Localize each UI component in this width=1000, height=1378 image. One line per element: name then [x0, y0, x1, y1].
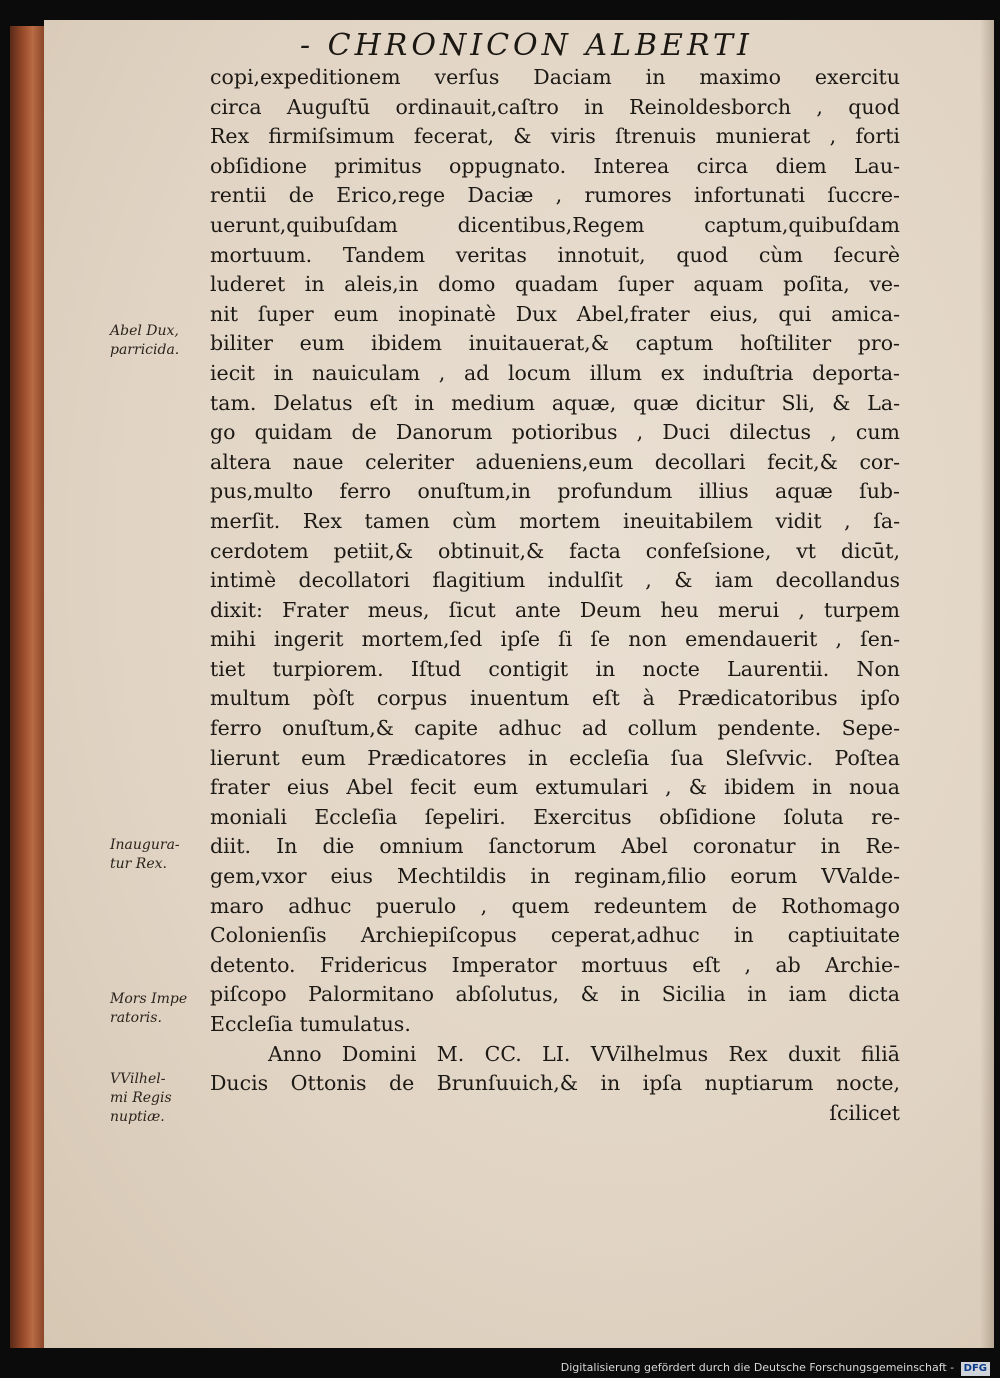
text-line: Colonienſis Archiepiſcopus ceperat,adhuc in captiuitate: [210, 923, 900, 948]
running-header: - CHRONICON ALBERTI: [300, 28, 753, 63]
footer-text: Digitalisierung gefördert durch die Deutsche Forschungsgemeinschaft -: [560, 1361, 955, 1374]
book-spine: [10, 26, 48, 1348]
text-line: gem,vxor eius Mechtildis in reginam,filio eorum VValde-: [210, 864, 900, 889]
margin-note-line: parricida.: [110, 342, 180, 358]
text-line: rentii de Erico,rege Daciæ , rumores infortunati ſuccre-: [210, 183, 900, 208]
text-line: intimè decollatori flagitium indulſit , & iam decollandus: [210, 568, 900, 593]
margin-note-line: mi Regis: [110, 1090, 172, 1106]
dfg-logo: DFG: [961, 1362, 990, 1376]
text-line: dixit: Frater meus, ſicut ante Deum heu merui , turpem: [210, 597, 900, 622]
text-line: altera naue celeriter adueniens,eum decollari fecit,& cor-: [210, 449, 900, 474]
text-line: lierunt eum Prædicatores in eccleſia ſua Sleſvvic. Poſtea: [210, 745, 900, 770]
text-line: Eccleſia tumulatus.: [210, 1012, 411, 1036]
text-line: diit. In die omnium ſanctorum Abel coronatur in Re-: [210, 834, 900, 859]
text-line: cerdotem petiit,& obtinuit,& facta confeſsione, vt dicūt,: [210, 538, 900, 563]
text-line: circa Auguſtū ordinauit,caſtro in Reinoldesborch , quod: [210, 94, 900, 119]
page-edge-shadow: [980, 20, 994, 1348]
text-line: piſcopo Palormitano abſolutus, & in Sicilia in iam dicta: [210, 982, 900, 1007]
margin-note-line: Inaugura-: [110, 837, 180, 853]
text-line: go quidam de Danorum potioribus , Duci dilectus , cum: [210, 420, 900, 445]
text-line: detento. Fridericus Imperator mortuus eſt , ab Archie-: [210, 952, 900, 977]
text-line: obſidione primitus oppugnato. Interea circa diem Lau-: [210, 153, 900, 178]
margin-note-inauguratur: [110, 836, 220, 874]
text-line: nit ſuper eum inopinatè Dux Abel,frater eius, qui amica-: [210, 301, 900, 326]
text-line: Anno Domini M. CC. LI. VVilhelmus Rex duxit filiā: [268, 1041, 900, 1066]
digitization-footer: [0, 1358, 1000, 1378]
text-line: tiet turpiorem. Iſtud contigit in nocte Laurentii. Non: [210, 656, 900, 681]
text-line: mortuum. Tandem veritas innotuit, quod cùm ſecurè: [210, 242, 900, 267]
text-line: multum pòſt corpus inuentum eſt à Prædicatoribus ipſo: [210, 686, 900, 711]
text-line: frater eius Abel fecit eum extumulari , & ibidem in noua: [210, 775, 900, 800]
text-line: biliter eum ibidem inuitauerat,& captum hoſtiliter pro-: [210, 331, 900, 356]
text-line: uerunt,quibuſdam dicentibus,Regem captum,quibuſdam: [210, 212, 900, 237]
text-line: ferro onuſtum,& capite adhuc ad collum pendente. Sepe-: [210, 716, 900, 741]
margin-note-line: tur Rex.: [110, 856, 167, 872]
margin-note-vvilhelmi: [110, 1070, 220, 1127]
margin-note-mors-imperatoris: [110, 990, 220, 1028]
margin-note-line: nuptiæ.: [110, 1109, 165, 1125]
text-line: mihi ingerit mortem,ſed ipſe ſi ſe non emendauerit , ſen-: [210, 627, 900, 652]
text-line: luderet in aleis,in domo quadam ſuper aquam poſita, ve-: [210, 272, 900, 297]
margin-note-line: Abel Dux,: [110, 323, 179, 339]
text-line: tam. Delatus eſt in medium aquæ, quæ dicitur Sli, & La-: [210, 390, 900, 415]
text-line: maro adhuc puerulo , quem redeuntem de Rothomago: [210, 893, 900, 918]
margin-note-abel: [110, 322, 220, 360]
text-line: moniali Eccleſia ſepeliri. Exercitus obſidione ſoluta re-: [210, 804, 900, 829]
catchword: ſcilicet: [829, 1100, 900, 1125]
margin-note-line: Mors Impe: [110, 991, 188, 1007]
text-line: iecit in nauiculam , ad locum illum ex induſtria deporta-: [210, 360, 900, 385]
main-text-block: [210, 63, 900, 1128]
text-line: merſit. Rex tamen cùm mortem ineuitabilem vidit , ſa-: [210, 508, 900, 533]
text-line: copi,expeditionem verſus Daciam in maximo exercitu: [210, 65, 900, 89]
text-line: Rex firmiſsimum fecerat, & viris ſtrenuis munierat , forti: [210, 124, 900, 149]
text-line: pus,multo ferro onuſtum,in profundum illius aquæ ſub-: [210, 479, 900, 504]
text-line: Ducis Ottonis de Brunſuuich,& in ipſa nuptiarum nocte,: [210, 1071, 900, 1096]
margin-note-line: VVilhel-: [110, 1071, 166, 1087]
margin-note-line: ratoris.: [110, 1010, 162, 1026]
